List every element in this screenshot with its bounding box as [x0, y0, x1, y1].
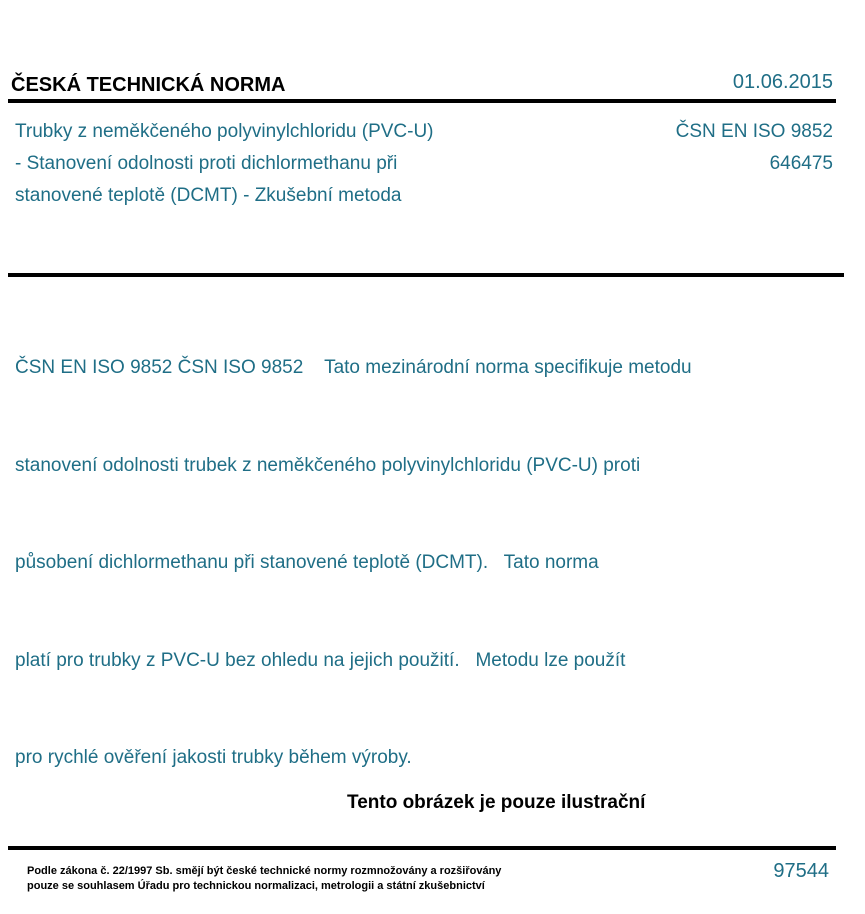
- class-number: 646475: [769, 153, 833, 174]
- header-divider: [8, 99, 836, 103]
- abstract-line: stanovení odolnosti trubek z neměkčeného polyvinylchloridu (PVC-U) proti: [15, 454, 641, 476]
- legal-notice: [27, 864, 501, 894]
- abstract-line: pro rychlé ověření jakosti trubky během výroby.: [15, 747, 412, 768]
- standard-codes: [676, 116, 833, 180]
- footer-divider: [8, 846, 836, 850]
- document-heading: ČESKÁ TECHNICKÁ NORMA: [11, 74, 286, 96]
- standard-title-line: stanovené teplotě (DCMT) - Zkušební metoda: [15, 185, 402, 206]
- issue-date: 01.06.2015: [732, 71, 833, 93]
- standard-code: ČSN EN ISO 9852: [675, 121, 833, 142]
- abstract-text: [15, 287, 815, 807]
- abstract-line: působení dichlormethanu při stanovené teplotě (DCMT). Tato norma: [15, 552, 599, 573]
- illustration-notice: Tento obrázek je pouze ilustrační: [347, 792, 646, 813]
- abstract-line: platí pro trubky z PVC-U bez ohledu na jejich použití. Metodu lze použít: [15, 649, 626, 671]
- legal-line: Podle zákona č. 22/1997 Sb. smějí být české technické normy rozmnožovány a rozšiřovány: [27, 865, 502, 877]
- standard-title: [15, 116, 555, 212]
- standard-title-line: - Stanovení odolnosti proti dichlormethanu při: [15, 153, 398, 174]
- standard-title-line: Trubky z neměkčeného polyvinylchloridu (PVC-U): [15, 121, 434, 142]
- abstract-line: ČSN EN ISO 9852 ČSN ISO 9852 Tato mezinárodní norma specifikuje metodu: [15, 357, 692, 378]
- section-divider: [8, 273, 844, 277]
- legal-line: pouze se souhlasem Úřadu pro technickou normalizaci, metrologii a státní zkušebnictví: [27, 880, 485, 892]
- document-number: 97544: [773, 860, 829, 882]
